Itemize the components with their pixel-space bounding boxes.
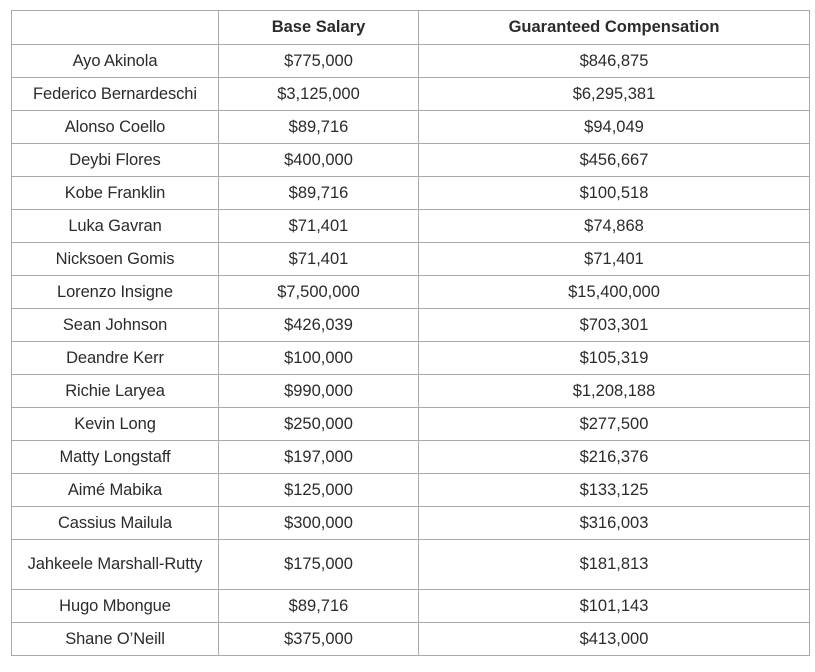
- table-row: [12, 177, 810, 210]
- player-name: Shane O’Neill: [12, 623, 219, 656]
- player-name: Lorenzo Insigne: [12, 276, 219, 309]
- table-row: [12, 507, 810, 540]
- base-salary: $197,000: [219, 441, 419, 474]
- player-name: Cassius Mailula: [12, 507, 219, 540]
- guaranteed-compensation: $71,401: [419, 243, 810, 276]
- table-row: [12, 623, 810, 656]
- guaranteed-compensation: $277,500: [419, 408, 810, 441]
- player-name: Nicksoen Gomis: [12, 243, 219, 276]
- table-row: [12, 474, 810, 507]
- header-base-salary: Base Salary: [219, 11, 419, 45]
- base-salary: $89,716: [219, 177, 419, 210]
- table-row: [12, 210, 810, 243]
- table-row: [12, 540, 810, 590]
- table-header: [12, 11, 810, 45]
- base-salary: $89,716: [219, 590, 419, 623]
- guaranteed-compensation: $101,143: [419, 590, 810, 623]
- table-row: [12, 276, 810, 309]
- base-salary: $100,000: [219, 342, 419, 375]
- base-salary: $426,039: [219, 309, 419, 342]
- guaranteed-compensation: $181,813: [419, 540, 810, 590]
- table-row: [12, 111, 810, 144]
- player-name: Jahkeele Marshall-Rutty: [12, 540, 219, 590]
- guaranteed-compensation: $100,518: [419, 177, 810, 210]
- guaranteed-compensation: $1,208,188: [419, 375, 810, 408]
- guaranteed-compensation: $15,400,000: [419, 276, 810, 309]
- guaranteed-compensation: $6,295,381: [419, 78, 810, 111]
- guaranteed-compensation: $216,376: [419, 441, 810, 474]
- table-row: [12, 441, 810, 474]
- base-salary: $71,401: [219, 210, 419, 243]
- player-name: Deandre Kerr: [12, 342, 219, 375]
- player-name: Richie Laryea: [12, 375, 219, 408]
- player-name: Ayo Akinola: [12, 45, 219, 78]
- table-row: [12, 78, 810, 111]
- guaranteed-compensation: $94,049: [419, 111, 810, 144]
- base-salary: $7,500,000: [219, 276, 419, 309]
- header-row: [12, 11, 810, 45]
- guaranteed-compensation: $74,868: [419, 210, 810, 243]
- guaranteed-compensation: $846,875: [419, 45, 810, 78]
- table-body: [12, 45, 810, 656]
- player-name: Deybi Flores: [12, 144, 219, 177]
- base-salary: $400,000: [219, 144, 419, 177]
- table-row: [12, 309, 810, 342]
- base-salary: $71,401: [219, 243, 419, 276]
- table-row: [12, 144, 810, 177]
- player-name: Luka Gavran: [12, 210, 219, 243]
- table-row: [12, 408, 810, 441]
- guaranteed-compensation: $703,301: [419, 309, 810, 342]
- table-row: [12, 590, 810, 623]
- guaranteed-compensation: $456,667: [419, 144, 810, 177]
- player-name: Alonso Coello: [12, 111, 219, 144]
- base-salary: $125,000: [219, 474, 419, 507]
- salary-table: [11, 10, 810, 656]
- player-name: Matty Longstaff: [12, 441, 219, 474]
- base-salary: $175,000: [219, 540, 419, 590]
- guaranteed-compensation: $133,125: [419, 474, 810, 507]
- guaranteed-compensation: $105,319: [419, 342, 810, 375]
- player-name: Kevin Long: [12, 408, 219, 441]
- base-salary: $89,716: [219, 111, 419, 144]
- header-guaranteed-compensation: Guaranteed Compensation: [419, 11, 810, 45]
- player-name: Kobe Franklin: [12, 177, 219, 210]
- player-name: Federico Bernardeschi: [12, 78, 219, 111]
- base-salary: $250,000: [219, 408, 419, 441]
- player-name: Hugo Mbongue: [12, 590, 219, 623]
- guaranteed-compensation: $413,000: [419, 623, 810, 656]
- base-salary: $300,000: [219, 507, 419, 540]
- header-player: [12, 11, 219, 45]
- player-name: Aimé Mabika: [12, 474, 219, 507]
- base-salary: $990,000: [219, 375, 419, 408]
- table-row: [12, 375, 810, 408]
- guaranteed-compensation: $316,003: [419, 507, 810, 540]
- table-row: [12, 342, 810, 375]
- base-salary: $775,000: [219, 45, 419, 78]
- base-salary: $3,125,000: [219, 78, 419, 111]
- base-salary: $375,000: [219, 623, 419, 656]
- table-row: [12, 243, 810, 276]
- table-row: [12, 45, 810, 78]
- player-name: Sean Johnson: [12, 309, 219, 342]
